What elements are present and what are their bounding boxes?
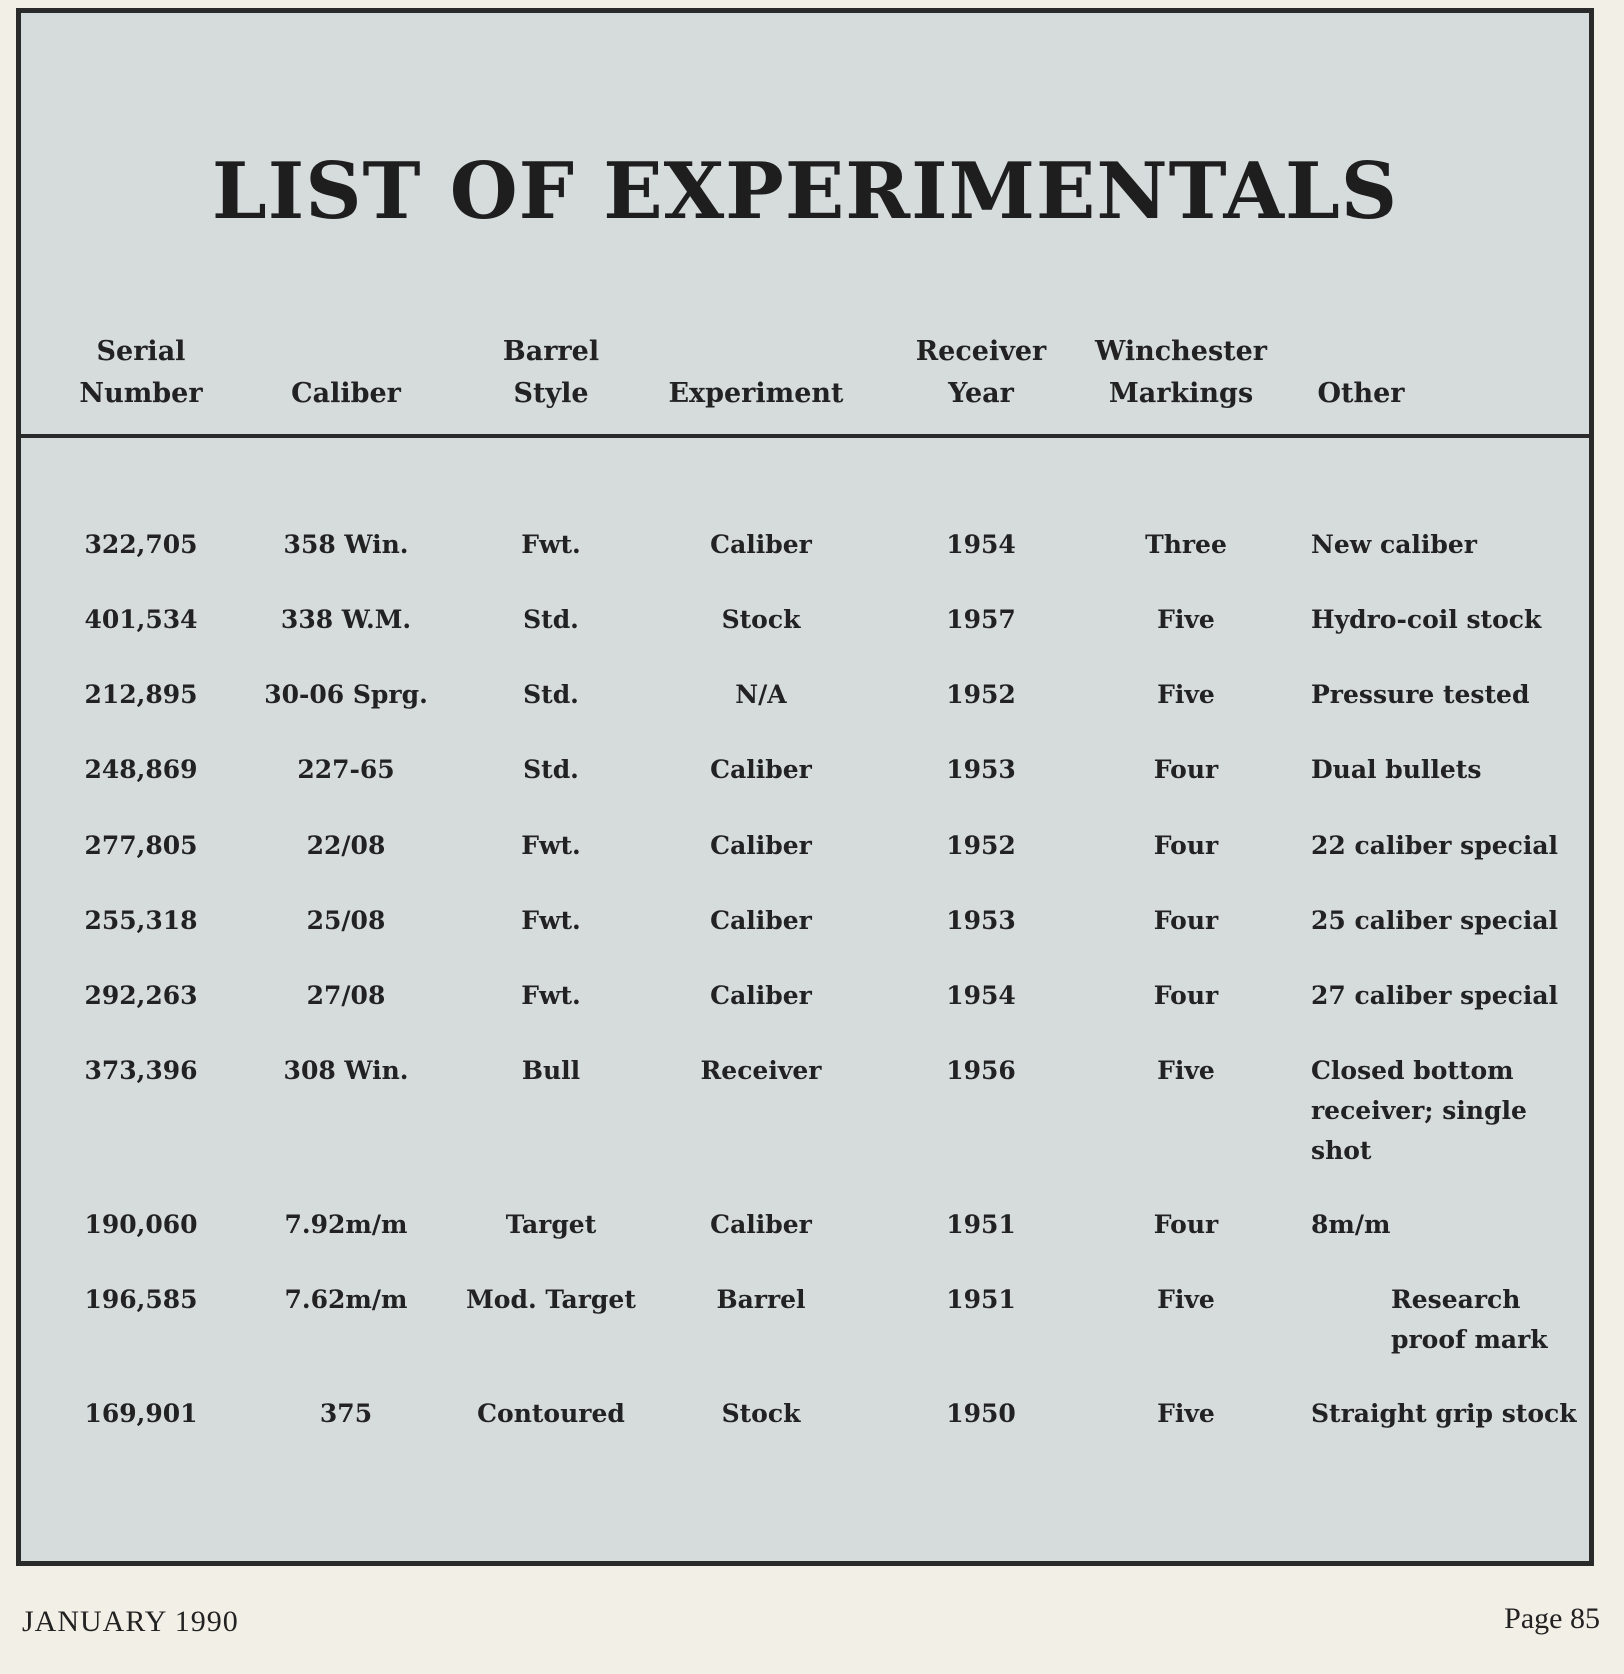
cell-other: 27 caliber special [1311,981,1559,1010]
cell-barrel-style: Fwt. [521,831,581,860]
cell-experiment: Caliber [710,1210,812,1239]
cell-serial-number: 292,263 [84,981,198,1010]
table-header [21,323,1589,423]
header-barrel-style: Barrel Style [502,336,600,409]
footer-date: JANUARY 1990 [22,1605,239,1638]
cell-experiment: Stock [721,605,801,634]
cell-caliber: 27/08 [306,981,386,1010]
header-winchester-markings: Winchester Markings [1094,336,1268,409]
cell-receiver-year: 1950 [946,1399,1016,1428]
cell-other: Straight grip stock [1311,1399,1577,1428]
cell-other: New caliber [1311,530,1477,559]
header-serial-number: Serial Number [79,336,203,409]
cell-barrel-style: Fwt. [521,530,581,559]
cell-serial-number: 322,705 [84,530,198,559]
cell-winchester-markings: Four [1153,1210,1219,1239]
cell-winchester-markings: Five [1157,1285,1215,1314]
cell-receiver-year: 1956 [946,1056,1016,1085]
cell-caliber: 227-65 [297,755,395,784]
cell-receiver-year: 1952 [946,680,1016,709]
cell-serial-number: 169,901 [84,1399,198,1428]
cell-barrel-style: Mod. Target [466,1285,636,1314]
cell-barrel-style: Std. [523,680,579,709]
cell-other: 8m/m [1311,1210,1391,1239]
cell-winchester-markings: Four [1153,831,1219,860]
cell-serial-number: 401,534 [84,605,198,634]
cell-serial-number: 277,805 [84,831,198,860]
cell-serial-number: 212,895 [84,680,198,709]
cell-receiver-year: 1953 [946,755,1016,784]
cell-experiment: Caliber [710,906,812,935]
cell-winchester-markings: Four [1153,755,1219,784]
cell-receiver-year: 1952 [946,831,1016,860]
cell-other: Pressure tested [1311,680,1530,709]
cell-experiment: Stock [721,1399,801,1428]
header-caliber: Caliber [291,378,401,409]
cell-winchester-markings: Four [1153,906,1219,935]
cell-experiment: Caliber [710,981,812,1010]
cell-receiver-year: 1953 [946,906,1016,935]
header-receiver-year: Receiver Year [915,336,1047,409]
cell-experiment: Receiver [700,1056,822,1085]
cell-receiver-year: 1954 [946,981,1016,1010]
cell-winchester-markings: Five [1157,1056,1215,1085]
cell-caliber: 30-06 Sprg. [264,680,428,709]
cell-receiver-year: 1957 [946,605,1016,634]
experimentals-table-panel [16,8,1594,1566]
cell-caliber: 25/08 [306,906,386,935]
cell-experiment: N/A [735,680,787,709]
cell-barrel-style: Fwt. [521,906,581,935]
cell-serial-number: 373,396 [84,1056,198,1085]
cell-other: 25 caliber special [1311,906,1559,935]
cell-barrel-style: Std. [523,755,579,784]
cell-caliber: 22/08 [306,831,386,860]
cell-barrel-style: Target [505,1210,597,1239]
cell-caliber: 7.62m/m [284,1285,408,1314]
cell-other: Closed bottom receiver; single shot [1311,1056,1527,1165]
cell-caliber: 338 W.M. [280,605,412,634]
cell-receiver-year: 1951 [946,1285,1016,1314]
cell-barrel-style: Std. [523,605,579,634]
cell-winchester-markings: Five [1157,605,1215,634]
cell-winchester-markings: Five [1157,1399,1215,1428]
cell-experiment: Caliber [710,530,812,559]
cell-barrel-style: Fwt. [521,981,581,1010]
cell-experiment: Barrel [716,1285,806,1314]
cell-barrel-style: Contoured [477,1399,625,1428]
header-divider [21,434,1589,438]
cell-winchester-markings: Four [1153,981,1219,1010]
cell-serial-number: 196,585 [84,1285,198,1314]
header-other: Other [1317,378,1405,409]
cell-winchester-markings: Five [1157,680,1215,709]
cell-serial-number: 190,060 [84,1210,198,1239]
cell-other: Hydro-coil stock [1311,605,1542,634]
cell-receiver-year: 1951 [946,1210,1016,1239]
page-title: LIST OF EXPERIMENTALS [211,146,1399,237]
cell-barrel-style: Bull [521,1056,581,1085]
cell-caliber: 358 Win. [283,530,409,559]
footer-page-number: Page 85 [1504,1602,1600,1635]
cell-other: 22 caliber special [1311,831,1559,860]
cell-caliber: 7.92m/m [284,1210,408,1239]
cell-caliber: 308 Win. [283,1056,409,1085]
cell-other: Dual bullets [1311,755,1482,784]
cell-experiment: Caliber [710,755,812,784]
cell-serial-number: 255,318 [84,906,198,935]
cell-experiment: Caliber [710,831,812,860]
cell-serial-number: 248,869 [84,755,198,784]
cell-receiver-year: 1954 [946,530,1016,559]
cell-winchester-markings: Three [1145,530,1227,559]
cell-other: Research proof mark [1391,1285,1548,1354]
header-experiment: Experiment [668,378,844,409]
cell-caliber: 375 [319,1399,373,1428]
